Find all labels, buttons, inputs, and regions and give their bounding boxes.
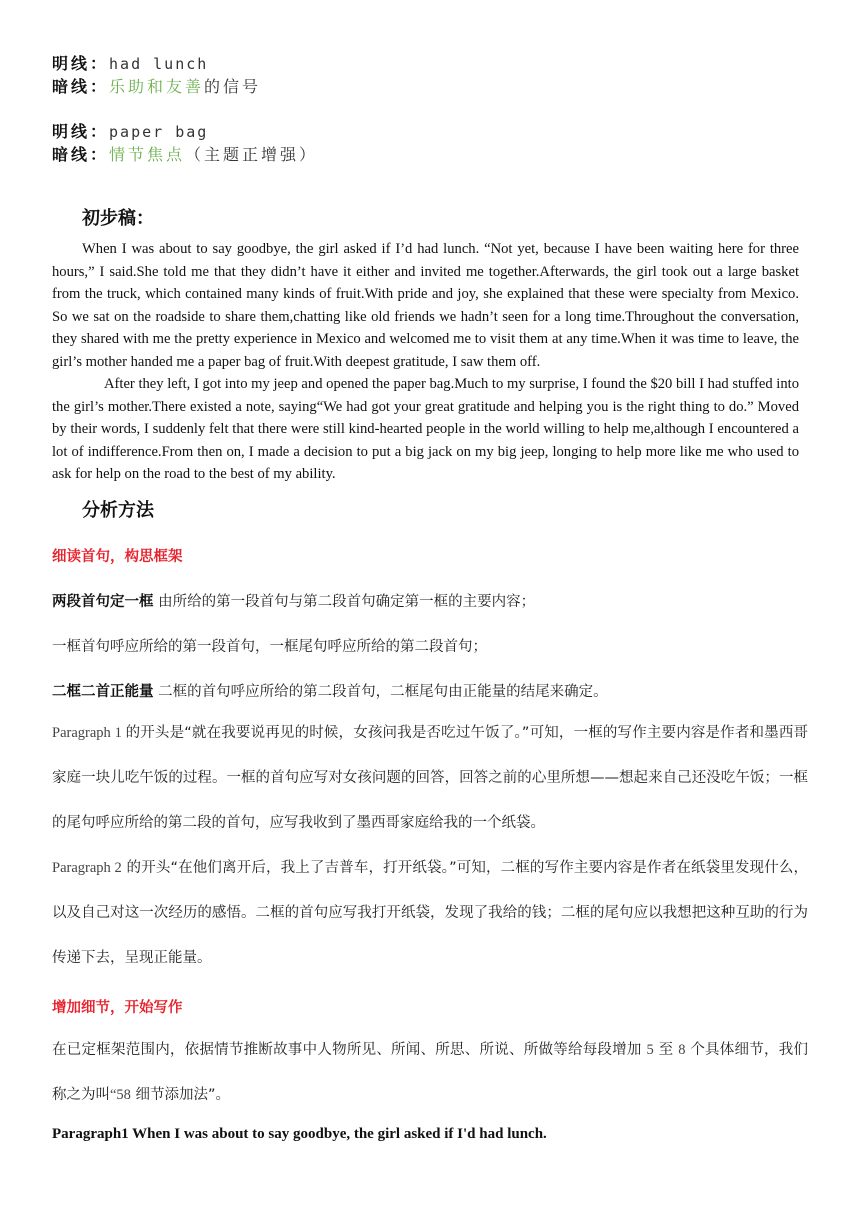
detail-text: 个具体细节，我们称之为叫 xyxy=(52,1042,809,1103)
detail-text: 至 xyxy=(653,1042,679,1058)
explicit-line-label: 明线： xyxy=(52,54,110,73)
detail-paragraph xyxy=(52,1028,808,1118)
explicit-line-value: had lunch xyxy=(109,55,209,73)
detail-number: 8 xyxy=(678,1042,686,1058)
explicit-line-2 xyxy=(52,122,208,142)
detail-text: 在已定框架范围内，依据情节推断故事中人物所见、所闻、所思、所说、所做等给每段增加 xyxy=(52,1042,647,1058)
rule-3 xyxy=(52,680,608,701)
rule-1-text: 由所给的第一段首句与第二段首句确定第一框的主要内容； xyxy=(153,594,536,610)
implicit-line-1 xyxy=(52,77,261,97)
paragraph1-start-sentence: Paragraph1 When I was about to say goodbye, the girl asked if I'd had lunch. xyxy=(52,1126,547,1142)
method-heading: 分析方法 xyxy=(82,500,154,521)
implicit-line-rest: 的信号 xyxy=(204,77,262,96)
implicit-line-label: 暗线： xyxy=(52,145,110,164)
detail-quote: “58 xyxy=(110,1087,131,1103)
analysis-1-label: Paragraph 1 xyxy=(52,725,126,741)
section-title-framework: 细读首句，构思框架 xyxy=(52,549,183,565)
explicit-line-1 xyxy=(52,54,208,74)
detail-text: 细节添加法”。 xyxy=(130,1087,231,1103)
analysis-1-text: 的开头是“就在我要说再见的时候，女孩问我是否吃过午饭了。”可知，一框的写作主要内容是作者和墨西哥家庭一块儿吃午饭的过程。一框的首句应写对女孩问题的回答，回答之前的心里所想——想起来自己还没吃午饭；一框的尾句呼应所给的第二段的首句，应写我收到了墨西哥家庭给我的一个纸袋。 xyxy=(52,725,808,831)
analysis-paragraph-1 xyxy=(52,711,808,846)
rule-3-keyword: 二框二首正能量 xyxy=(52,684,154,700)
implicit-line-highlight: 乐助和友善 xyxy=(109,77,205,96)
draft-paragraph-1: When I was about to say goodbye, the girl asked if I’d had lunch. “Not yet, because I have been waiting here for three hours,” I said.She told me that they didn’t have it either and invited me together.Afterwards, the girl took out a large basket from the truck, which contained many kinds of fruit.With pride and joy, she explained that these were specialty from Mexico. So we sat on the roadside to share them,chatting like old friends we hadn’t seen for a long time.Throughout the conversation, they shared with me the pretty experience in Mexico and welcomed me to visit them at any time.When it was time to leave, the girl’s mother handed me a paper bag of fruit.With deepest gratitude, I saw them off. xyxy=(52,241,799,370)
implicit-line-rest: （主题正增强） xyxy=(185,145,319,164)
explicit-line-value: paper bag xyxy=(109,123,209,141)
rule-2: 一框首句呼应所给的第一段首句，一框尾句呼应所给的第二段首句； xyxy=(52,639,487,655)
draft-paragraph-2: After they left, I got into my jeep and opened the paper bag.Much to my surprise, I found the $20 bill I had stuffed into the girl’s mother.There existed a note, saying“We had got your great gratitude and helping you is the right thing to do.” Moved by their words, I suddenly felt that there were still kind-hearted people in the world willing to help me,although I encountered a lot of indifference.From then on, I made a decision to put a big jack on my big jeep, longing to help more like me who used to ask for help on the road to the best of my ability. xyxy=(52,376,799,482)
analysis-2-text: 的开头“在他们离开后，我上了吉普车，打开纸袋。”可知，二框的写作主要内容是作者在纸袋里发现什么，以及自己对这一次经历的感悟。二框的首句应写我打开纸袋，发现了我给的钱；二框的尾句应以我想把这种互助的行为传递下去，呈现正能量。 xyxy=(52,860,808,966)
detail-number: 5 xyxy=(646,1042,654,1058)
draft-heading: 初步稿： xyxy=(82,208,154,229)
implicit-line-highlight: 情节焦点 xyxy=(109,145,186,164)
rule-3-text: 二框的首句呼应所给的第二段首句，二框尾句由正能量的结尾来确定。 xyxy=(153,684,608,700)
rule-1 xyxy=(52,590,535,611)
analysis-2-label: Paragraph 2 xyxy=(52,860,122,876)
analysis-paragraph-2 xyxy=(52,846,808,981)
explicit-line-label: 明线： xyxy=(52,122,110,141)
implicit-line-2 xyxy=(52,145,318,165)
section-title-details: 增加细节，开始写作 xyxy=(52,1000,183,1016)
implicit-line-label: 暗线： xyxy=(52,77,110,96)
rule-1-keyword: 两段首句定一框 xyxy=(52,594,154,610)
